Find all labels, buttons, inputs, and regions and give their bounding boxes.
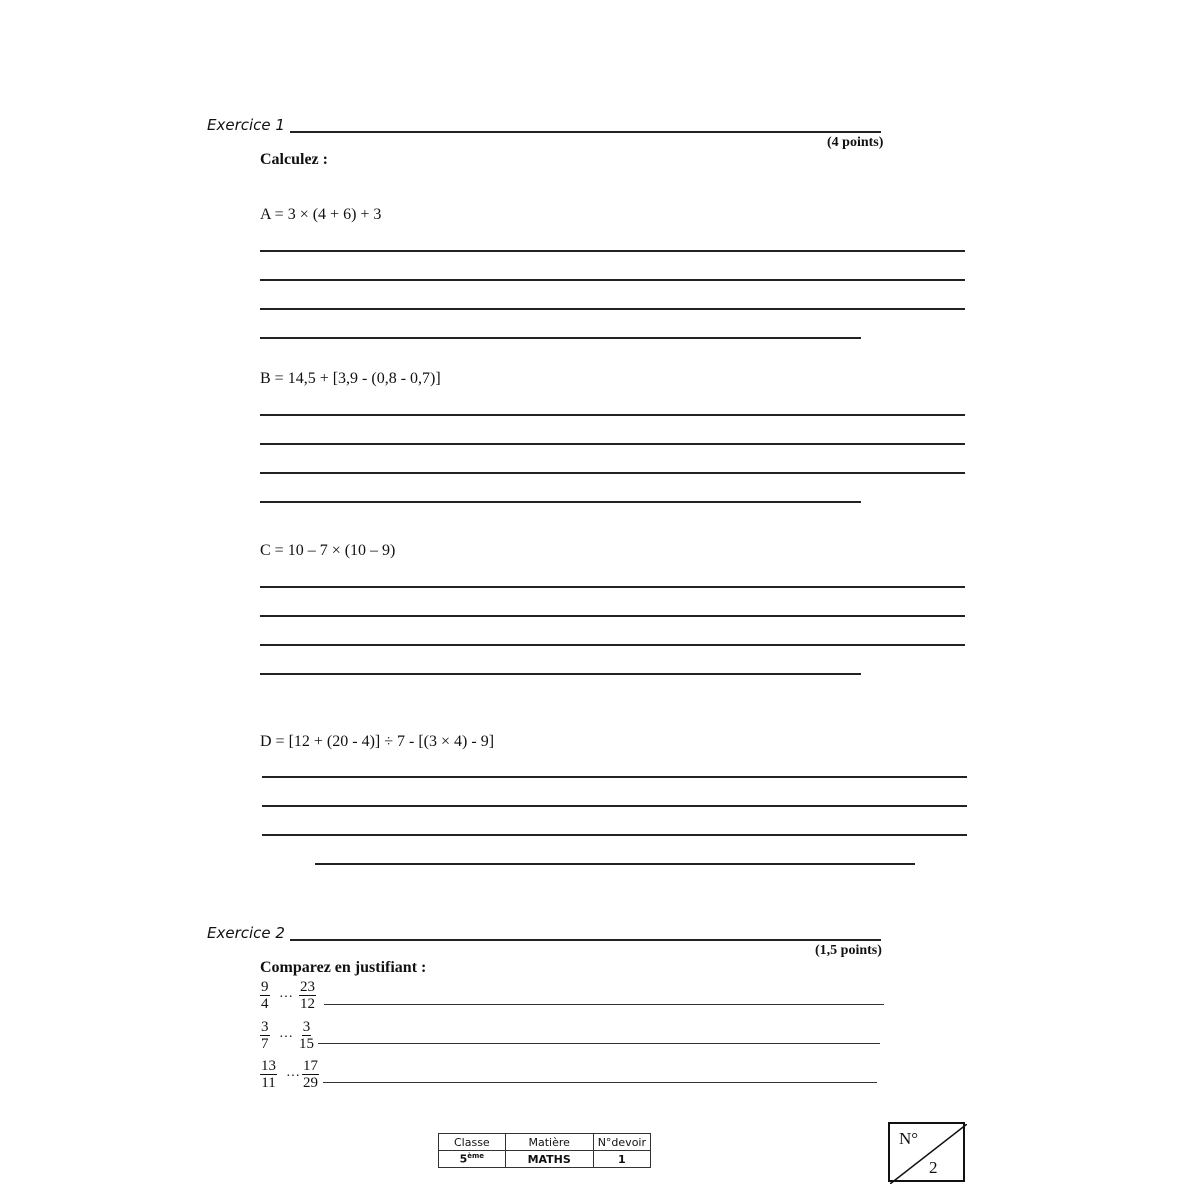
answer-line-b-4[interactable]: [260, 501, 861, 503]
denominator: 4: [261, 996, 269, 1012]
answer-line-a-2[interactable]: [260, 279, 965, 281]
denominator: 11: [261, 1075, 276, 1091]
info-value-row: [439, 1151, 651, 1168]
answer-line-c-4[interactable]: [260, 673, 861, 675]
value-matiere: MATHS: [505, 1151, 593, 1168]
number-box-value: 2: [929, 1158, 938, 1177]
numerator: 17: [303, 1058, 318, 1074]
classe-number: 5: [459, 1152, 468, 1166]
page-number-box: [888, 1122, 965, 1182]
answer-line-d-4[interactable]: [315, 863, 915, 865]
numerator: 3: [261, 1019, 269, 1035]
fraction-right-2: [299, 1019, 314, 1052]
answer-line-a-4[interactable]: [260, 337, 861, 339]
fraction-left-1: [260, 979, 270, 1012]
numerator: 9: [261, 979, 269, 995]
assignment-info-table: [438, 1133, 651, 1168]
answer-line-a-1[interactable]: [260, 250, 965, 252]
numerator: 3: [302, 1019, 311, 1035]
expression-b: B = 14,5 + [3,9 - (0,8 - 0,7)]: [260, 370, 441, 387]
fraction-left-3: [260, 1058, 277, 1091]
comparison-answer-line-3[interactable]: [323, 1082, 877, 1083]
classe-suffix: ème: [467, 1152, 485, 1161]
number-box-label: N°: [899, 1129, 919, 1148]
answer-line-b-3[interactable]: [260, 472, 965, 474]
answer-line-d-3[interactable]: [262, 834, 967, 836]
fraction-right-1: [299, 979, 316, 1012]
exercise-1-points: (4 points): [827, 135, 884, 150]
answer-line-c-3[interactable]: [260, 644, 965, 646]
numerator: 23: [300, 979, 315, 995]
numerator: 13: [261, 1058, 276, 1074]
answer-line-c-2[interactable]: [260, 615, 965, 617]
comparison-placeholder-2: ···: [279, 1030, 293, 1045]
comparison-answer-line-2[interactable]: [318, 1043, 880, 1044]
denominator: 12: [300, 996, 315, 1012]
answer-line-d-1[interactable]: [262, 776, 967, 778]
header-classe: Classe: [439, 1134, 506, 1151]
exercise-1-instruction: Calculez :: [260, 151, 328, 168]
header-devoir: N°devoir: [593, 1134, 650, 1151]
expression-c: C = 10 – 7 × (10 – 9): [260, 542, 396, 559]
answer-line-b-2[interactable]: [260, 443, 965, 445]
exercise-2-points: (1,5 points): [815, 943, 882, 958]
answer-line-b-1[interactable]: [260, 414, 965, 416]
expression-a: A = 3 × (4 + 6) + 3: [260, 206, 382, 223]
info-header-row: [439, 1134, 651, 1151]
exercise-1-title: Exercice 1: [207, 116, 285, 134]
fraction-right-3: [302, 1058, 319, 1091]
exercise-2-title: Exercice 2: [207, 924, 285, 942]
answer-line-c-1[interactable]: [260, 586, 965, 588]
exercise-2-instruction: Comparez en justifiant :: [260, 959, 427, 976]
comparison-answer-line-1[interactable]: [324, 1004, 884, 1005]
answer-line-d-2[interactable]: [262, 805, 967, 807]
denominator: 29: [303, 1075, 318, 1091]
denominator: 15: [299, 1036, 314, 1052]
denominator: 7: [261, 1036, 269, 1052]
comparison-placeholder-1: ···: [279, 990, 293, 1005]
value-devoir: 1: [593, 1151, 650, 1168]
exercise-1-rule: [290, 131, 881, 133]
exercise-2-rule: [290, 939, 881, 941]
header-matiere: Matière: [505, 1134, 593, 1151]
comparison-placeholder-3: ···: [286, 1069, 300, 1084]
expression-d: D = [12 + (20 - 4)] ÷ 7 - [(3 × 4) - 9]: [260, 733, 495, 750]
answer-line-a-3[interactable]: [260, 308, 965, 310]
fraction-left-2: [260, 1019, 270, 1052]
value-classe: [439, 1151, 506, 1168]
